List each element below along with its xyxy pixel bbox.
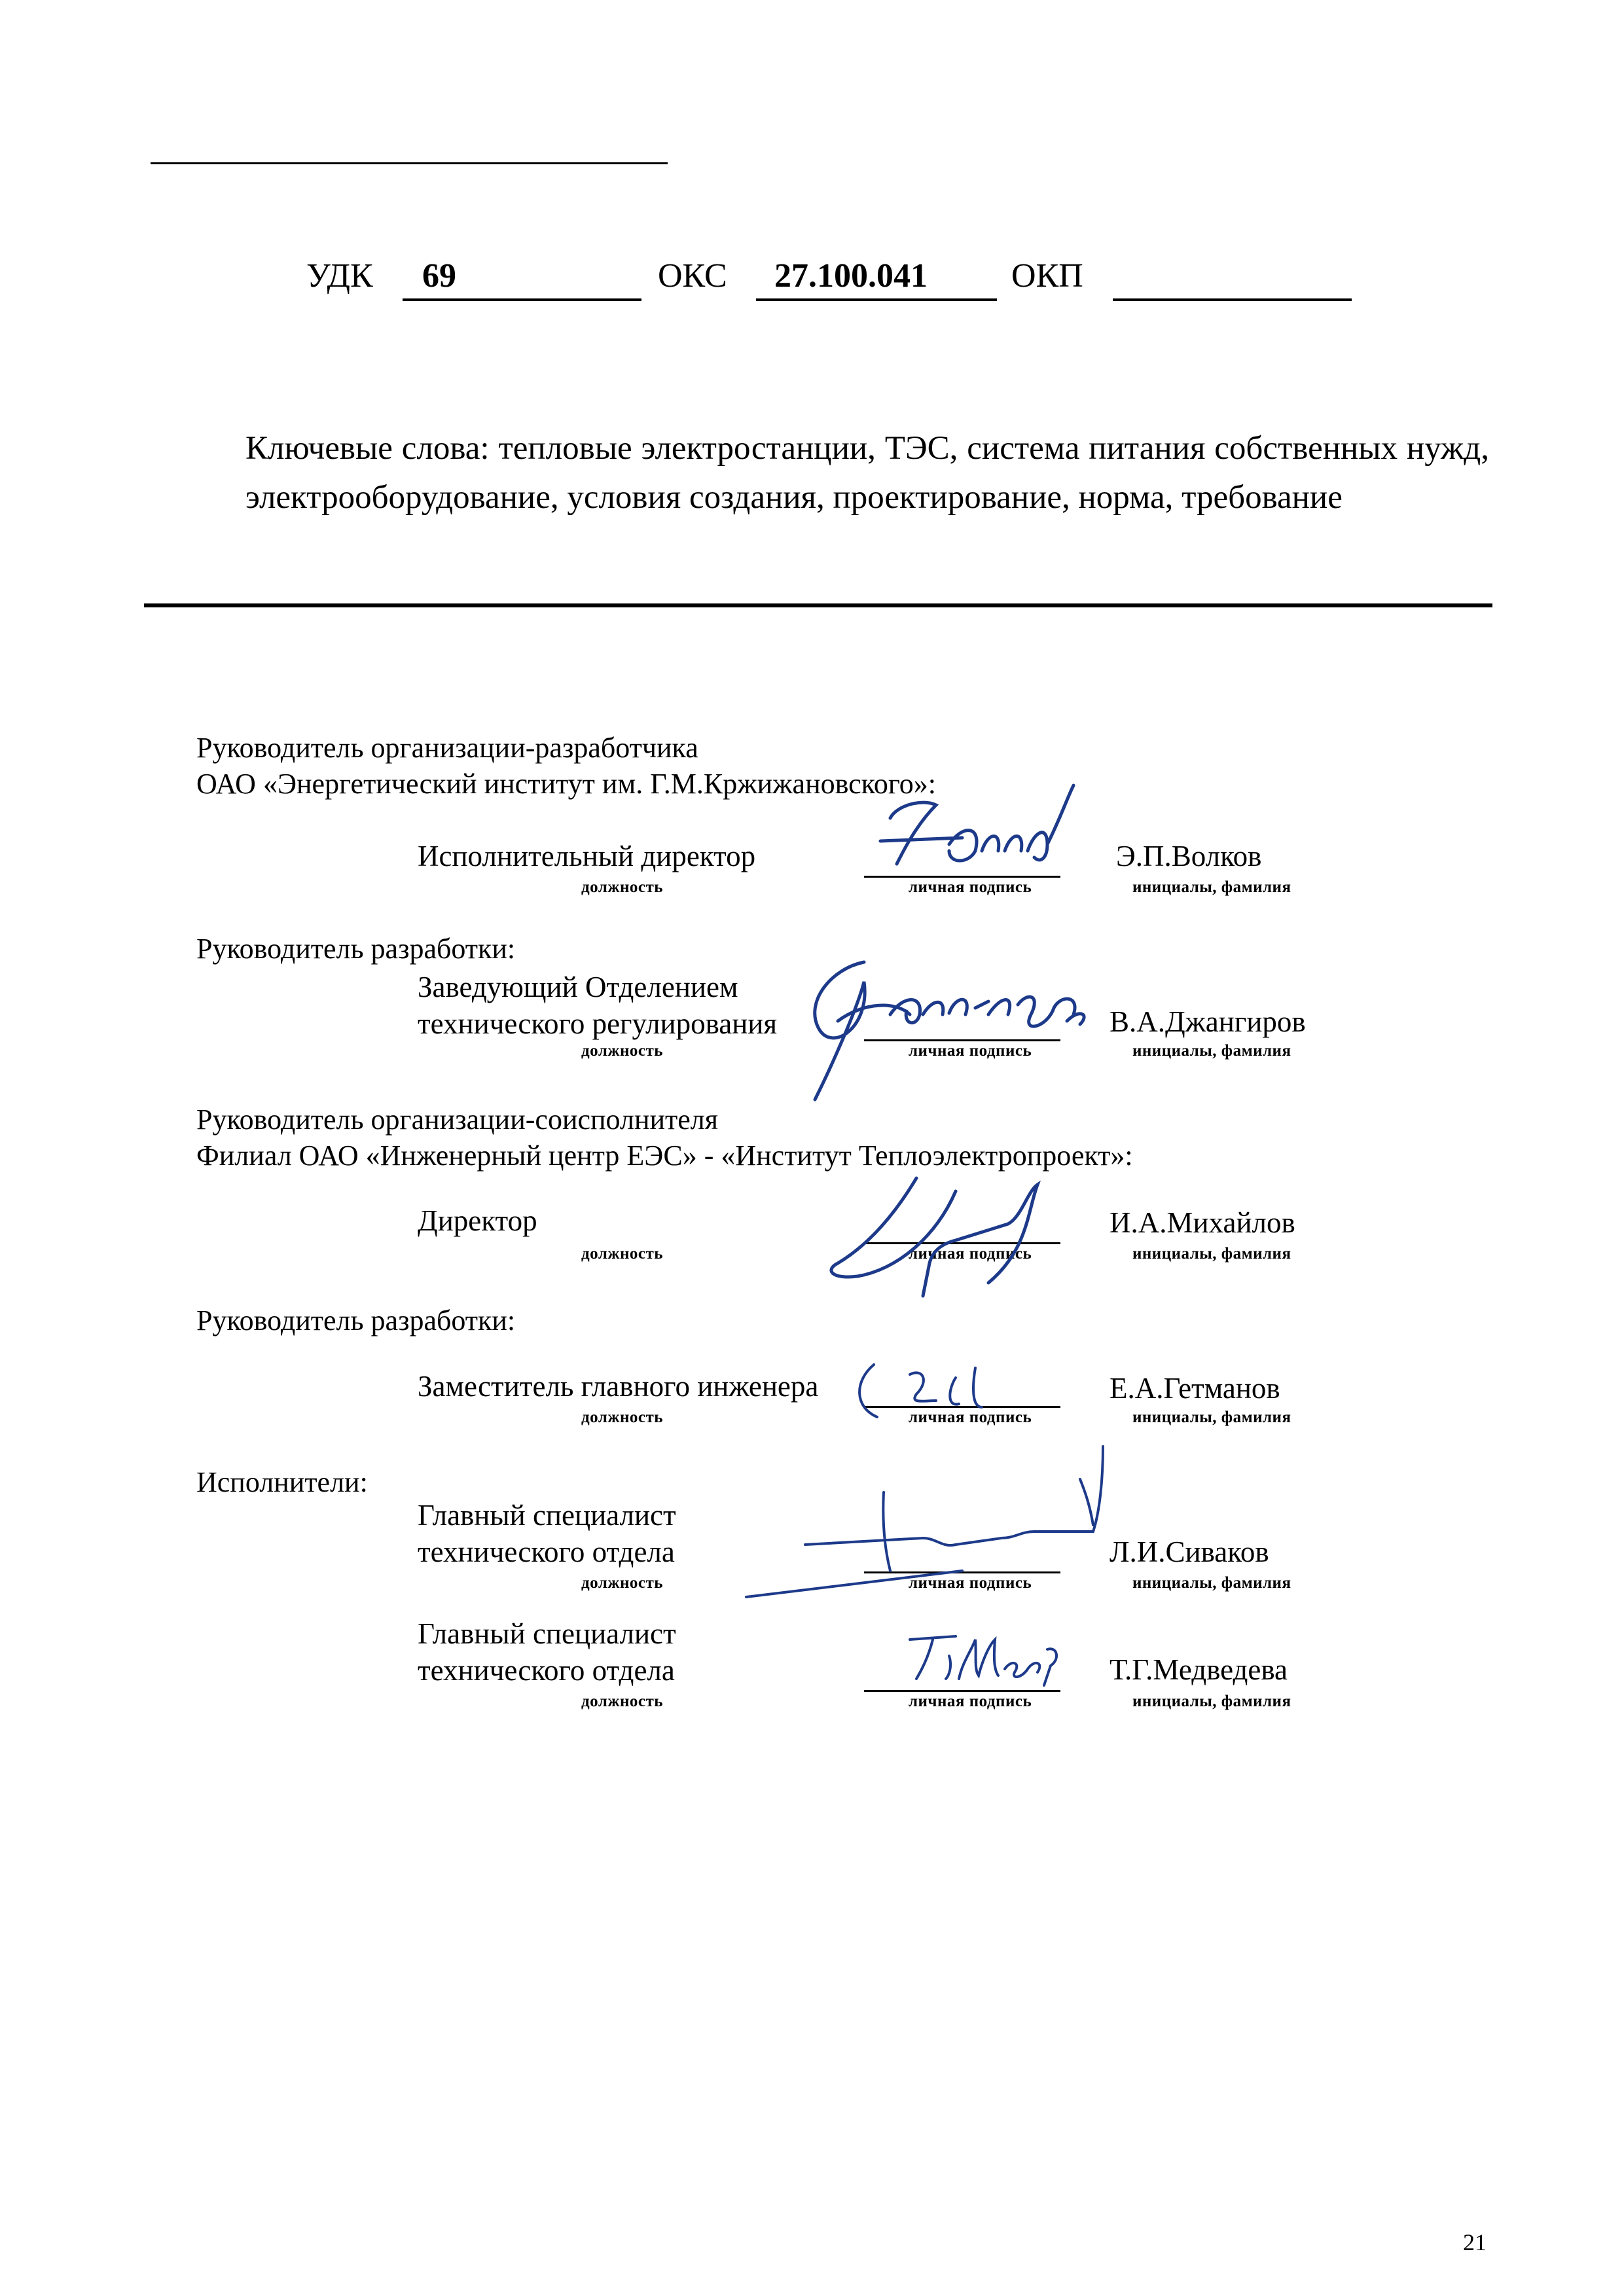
udk-field <box>403 258 641 301</box>
signer-name: Т.Г.Медведева <box>1110 1653 1288 1686</box>
signature-getmanov <box>851 1355 1047 1427</box>
signature-volkov <box>851 779 1100 890</box>
section-heading <box>196 1102 1133 1174</box>
keywords-rule <box>144 603 1492 607</box>
section-heading <box>196 1464 368 1500</box>
signer-position <box>418 1615 676 1689</box>
name-caption: инициалы, фамилия <box>1132 878 1291 896</box>
signer-name: В.А.Джангиров <box>1110 1005 1306 1038</box>
section-heading-line: Филиал ОАО «Инженерный центр ЕЭС» - «Институт Теплоэлектропроект»: <box>196 1139 1133 1172</box>
signer-position <box>418 1202 537 1239</box>
section-heading-line: Руководитель разработки: <box>196 933 516 965</box>
section-heading <box>196 730 936 802</box>
signer-name: И.А.Михайлов <box>1110 1206 1295 1239</box>
oks-field <box>756 258 997 301</box>
section-heading-line: Руководитель организации-соисполнителя <box>196 1103 718 1136</box>
name-caption: инициалы, фамилия <box>1132 1042 1291 1060</box>
name-caption: инициалы, фамилия <box>1132 1245 1291 1263</box>
keywords-paragraph: Ключевые слова: тепловые электростанции, ТЭС, система питания собственных нужд, электрооборудование, условия создания, проектирование, норма, требование <box>245 430 1489 516</box>
section-heading-line: Руководитель разработки: <box>196 1304 516 1336</box>
signature-caption: личная подпись <box>909 1042 1032 1060</box>
position-caption: должность <box>581 1693 663 1710</box>
name-caption: инициалы, фамилия <box>1132 1408 1291 1426</box>
oks-label: ОКС <box>658 257 727 295</box>
name-caption: инициалы, фамилия <box>1132 1693 1291 1710</box>
signer-name: Е.А.Гетманов <box>1110 1372 1280 1405</box>
signature-caption: личная подпись <box>909 1245 1032 1263</box>
position-caption: должность <box>581 878 663 896</box>
position-line: технического регулирования <box>418 1007 778 1040</box>
section-heading-line: Руководитель организации-разработчика <box>196 732 698 764</box>
position-line: Заместитель главного инженера <box>418 1370 819 1403</box>
section-heading-line: ОАО «Энергетический институт им. Г.М.Кржижановского»: <box>196 768 936 800</box>
section-heading-line: Исполнители: <box>196 1466 368 1498</box>
signature-dzhangirov <box>792 942 1100 1106</box>
classification-row <box>0 0 1624 340</box>
signature-mikhailov <box>818 1172 1093 1302</box>
position-line: Главный специалист <box>418 1617 676 1650</box>
signer-name: Э.П.Волков <box>1116 840 1262 872</box>
signature-caption: личная подпись <box>909 878 1032 896</box>
section-heading <box>196 1302 515 1338</box>
signer-name: Л.И.Сиваков <box>1110 1535 1269 1568</box>
signer-position <box>418 1497 676 1570</box>
signature-medvedeva <box>897 1623 1067 1689</box>
signer-position <box>418 969 777 1042</box>
signature-line <box>864 1690 1060 1692</box>
position-line: Исполнительный директор <box>418 840 756 872</box>
signature-caption: личная подпись <box>909 1408 1032 1426</box>
position-caption: должность <box>581 1574 663 1592</box>
position-caption: должность <box>581 1042 663 1060</box>
signature-caption: личная подпись <box>909 1693 1032 1710</box>
position-line: Главный специалист <box>418 1499 676 1532</box>
position-line: технического отдела <box>418 1535 675 1568</box>
signer-position <box>418 1368 818 1405</box>
okp-field <box>1113 258 1352 301</box>
position-caption: должность <box>581 1245 663 1263</box>
section-heading <box>196 931 515 967</box>
position-line: Заведующий Отделением <box>418 971 738 1003</box>
position-line: Директор <box>418 1204 537 1237</box>
udk-value: 69 <box>422 257 456 295</box>
signature-sivakov <box>727 1440 1106 1597</box>
oks-value: 27.100.041 <box>774 257 928 295</box>
page-number: 21 <box>1463 2229 1487 2255</box>
signature-caption: личная подпись <box>909 1574 1032 1592</box>
position-line: технического отдела <box>418 1654 675 1687</box>
name-caption: инициалы, фамилия <box>1132 1574 1291 1592</box>
udk-label: УДК <box>306 257 373 295</box>
signer-position <box>418 838 755 874</box>
position-caption: должность <box>581 1408 663 1426</box>
okp-label: ОКП <box>1011 257 1083 295</box>
